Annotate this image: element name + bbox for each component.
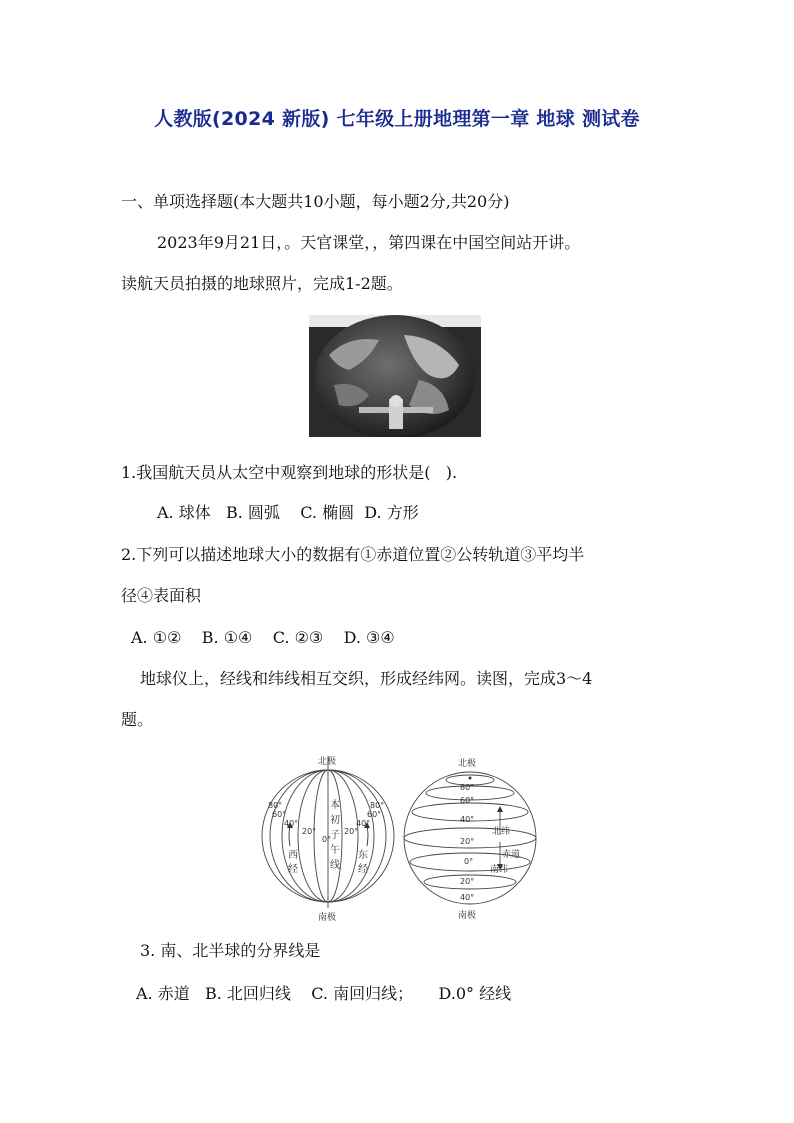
east-longitude-char-1: 东 (358, 850, 368, 861)
earth-photo (309, 315, 481, 437)
left-deg-40-west: 40° (284, 819, 299, 828)
left-globe (262, 756, 394, 908)
left-deg-40-east: 40° (356, 819, 371, 828)
left-deg-60-west: 60° (272, 810, 287, 819)
q2-stem-line1: 2.下列可以描述地球大小的数据有①赤道位置②公转轨道③平均半 (121, 545, 585, 564)
left-south-pole-label: 南极 (318, 913, 337, 922)
page-title: 人教版(2024 新版) 七年级上册地理第一章 地球 测试卷 (154, 108, 640, 130)
east-longitude-char-2: 经 (358, 864, 368, 875)
intro2-line2: 题。 (121, 710, 154, 729)
west-longitude-char-1: 西 (288, 850, 298, 861)
lat-60-label: 60° (460, 796, 475, 805)
lat-40s-label: 40° (460, 893, 475, 902)
section-heading: 一、单项选择题(本大题共10小题，每小题2分,共20分) (121, 192, 510, 211)
lat-20n-label: 20° (460, 837, 475, 846)
west-longitude-char-2: 经 (288, 864, 298, 875)
q3-options: A. 赤道 B. 北回归线 C. 南回归线； D.0° 经线 (136, 984, 512, 1003)
prime-meridian-char-5: 线 (330, 860, 340, 871)
right-south-pole-label: 南极 (458, 911, 477, 921)
q3-stem: 3. 南、北半球的分界线是 (140, 941, 321, 960)
left-deg-20-east: 20° (344, 827, 359, 836)
left-deg-80-west: 80° (268, 801, 283, 810)
prime-meridian-char-3: 子 (330, 830, 340, 841)
q1-stem: 1.我国航天员从太空中观察到地球的形状是( ). (121, 463, 458, 482)
prime-meridian-char-4: 午 (330, 845, 340, 856)
lat-40n-label: 40° (460, 815, 475, 824)
left-deg-80-east: 80° (370, 801, 385, 810)
north-latitude-label: 北纬 (492, 827, 511, 837)
lat-80-label: 80° (460, 783, 475, 792)
globe-diagrams (252, 750, 548, 922)
q1-options: A. 球体 B. 圆弧 C. 椭圆 D. 方形 (157, 503, 419, 522)
left-deg-20-west: 20° (302, 827, 317, 836)
south-latitude-label: 南纬 (490, 865, 509, 875)
intro-text-line2: 读航天员拍摄的地球照片，完成1-2题。 (121, 274, 403, 293)
left-deg-60-east: 60° (367, 810, 382, 819)
intro-text-line1: 2023年9月21日，。天官课堂，，第四课在中国空间站开讲。 (157, 233, 581, 252)
lat-0-label: 0° (464, 857, 474, 866)
q2-options: A. ①② B. ①④ C. ②③ D. ③④ (131, 628, 395, 647)
prime-meridian-char-1: 本 (330, 800, 340, 811)
right-north-pole-label: 北极 (458, 759, 477, 769)
left-deg-0: 0° (322, 835, 332, 844)
q2-stem-line2: 径④表面积 (121, 586, 202, 605)
equator-label: 赤道 (502, 850, 521, 860)
left-north-pole-label: 北极 (318, 757, 337, 767)
prime-meridian-char-2: 初 (330, 815, 340, 826)
intro2-line1: 地球仪上，经线和纬线相互交织，形成经纬网。读图，完成3～4 (140, 669, 593, 688)
lat-20s-label: 20° (460, 877, 475, 886)
